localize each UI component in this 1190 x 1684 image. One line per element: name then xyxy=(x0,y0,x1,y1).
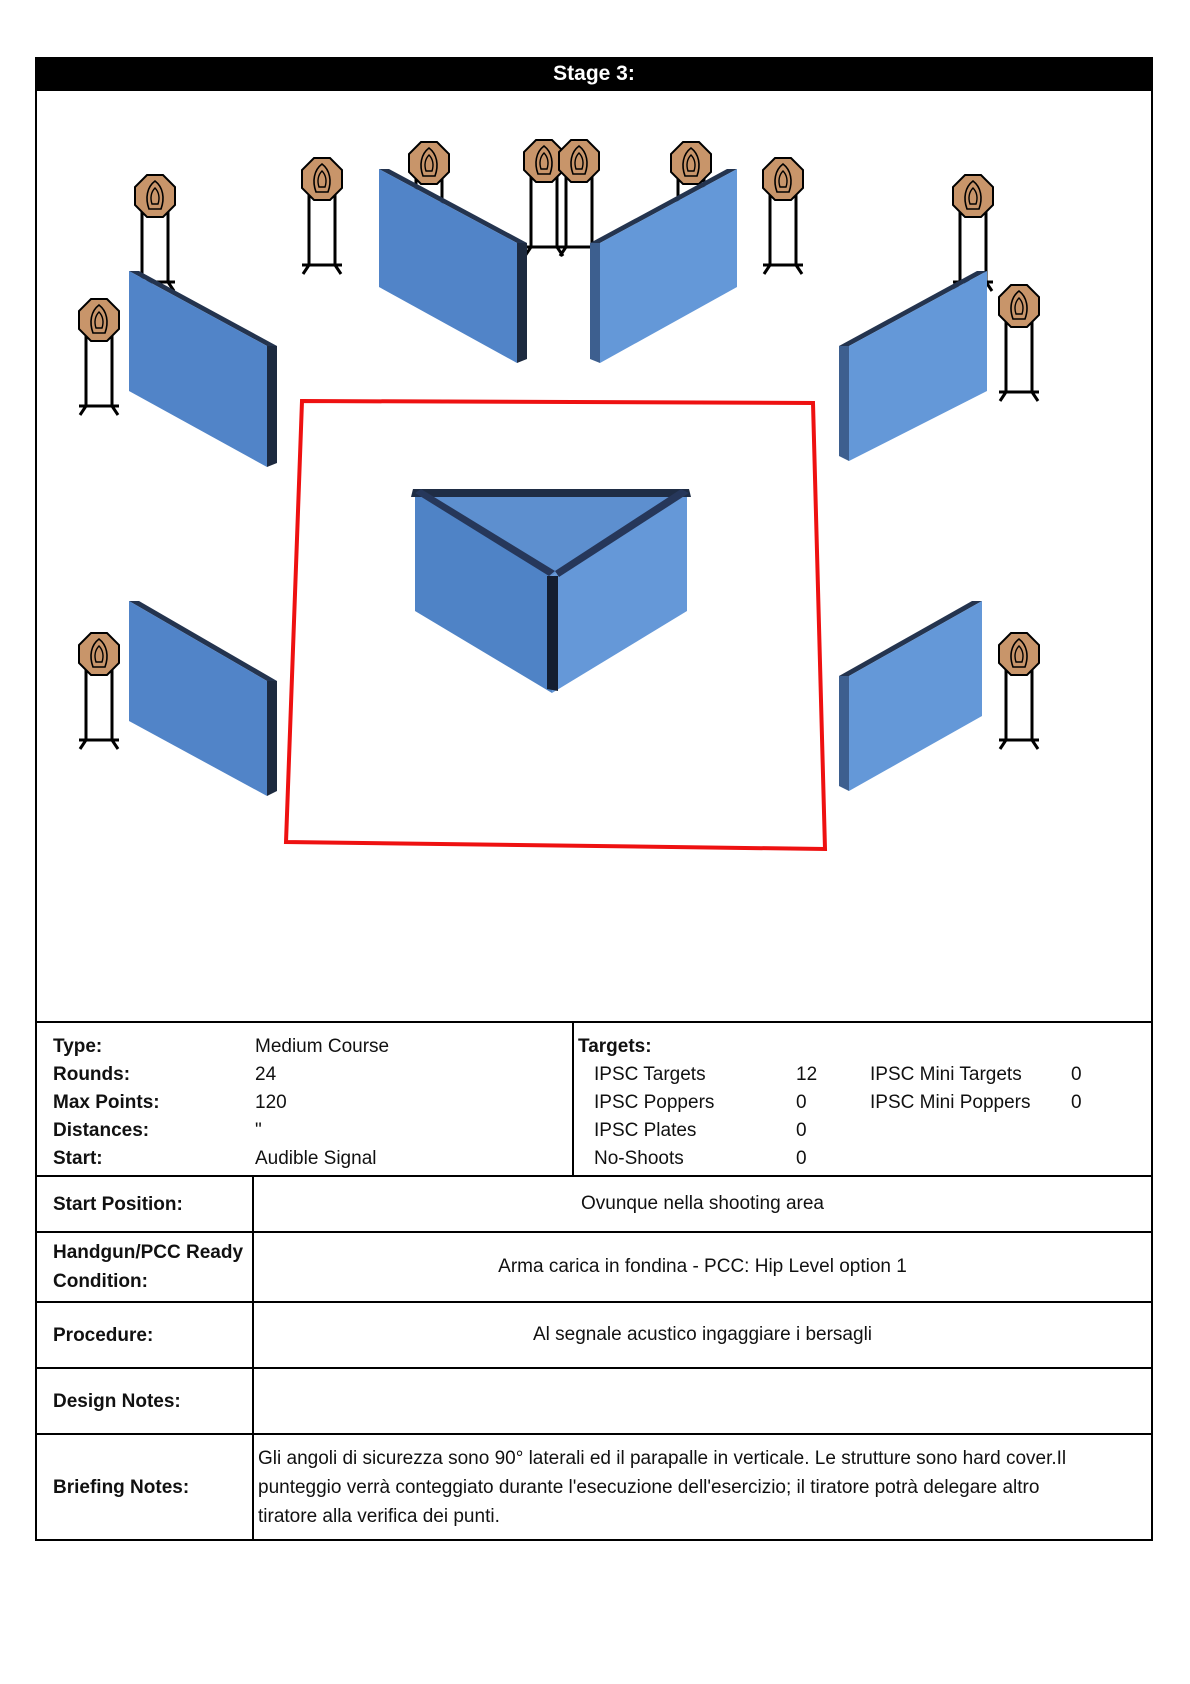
type-label: Type: xyxy=(53,1036,103,1057)
distances-value: " xyxy=(255,1120,262,1141)
ipsc-mini-targets-label: IPSC Mini Targets xyxy=(870,1064,1022,1085)
summary-left xyxy=(37,1023,574,1175)
ipsc-mini-poppers-value: 0 xyxy=(1071,1092,1082,1113)
briefing-notes-line-2: punteggio verrà conteggiato durante l'esecuzione dell'esercizio; il tiratore potrà delegare altro xyxy=(258,1476,1040,1498)
stage-diagram xyxy=(35,91,1153,1023)
design-notes-label: Design Notes: xyxy=(37,1369,254,1433)
stage-diagram-svg xyxy=(37,91,1151,1021)
target-back-7 xyxy=(763,158,803,274)
briefing-notes-row xyxy=(35,1435,1153,1541)
wall-upper-left xyxy=(129,271,277,467)
ipsc-poppers-value: 0 xyxy=(796,1092,807,1113)
briefing-notes-line-3: tiratore alla verifica dei punti. xyxy=(258,1505,500,1527)
summary-max-points-row xyxy=(53,1089,572,1117)
summary-right xyxy=(574,1023,1151,1175)
ipsc-mini-poppers-label: IPSC Mini Poppers xyxy=(870,1092,1031,1113)
targets-row-1 xyxy=(578,1061,1151,1089)
briefing-notes-label: Briefing Notes: xyxy=(37,1435,254,1539)
target-back-2 xyxy=(302,158,342,274)
summary-start-row xyxy=(53,1145,572,1173)
wall-lower-left xyxy=(129,601,277,796)
summary-distances-row xyxy=(53,1117,572,1145)
target-right-mid xyxy=(999,285,1039,401)
summary-rounds-row xyxy=(53,1061,572,1089)
rounds-value: 24 xyxy=(255,1064,277,1085)
ipsc-mini-targets-value: 0 xyxy=(1071,1064,1082,1085)
wall-center-triangle xyxy=(411,489,691,693)
wall-lower-right xyxy=(839,601,982,791)
procedure-row xyxy=(35,1303,1153,1369)
briefing-notes-line-1: Gli angoli di sicurezza sono 90° laterali ed il parapalle in verticale. Le strutture sono hard cover.Il xyxy=(258,1447,1067,1469)
targets-heading: Targets: xyxy=(578,1036,652,1057)
stage-title: Stage 3: xyxy=(35,57,1153,91)
no-shoots-label: No-Shoots xyxy=(594,1148,684,1169)
start-position-value: Ovunque nella shooting area xyxy=(581,1193,824,1214)
target-left-mid xyxy=(79,299,119,415)
targets-row-3 xyxy=(578,1117,1151,1145)
ready-condition-label-line-1: Handgun/PCC Ready xyxy=(53,1242,244,1263)
ready-condition-label-line-2: Condition: xyxy=(53,1271,148,1292)
ready-condition-row xyxy=(35,1233,1153,1303)
max-points-label: Max Points: xyxy=(53,1092,160,1113)
ipsc-targets-label: IPSC Targets xyxy=(594,1064,706,1085)
wall-back-left xyxy=(379,169,527,363)
stage-summary xyxy=(35,1023,1153,1177)
target-left-low xyxy=(79,633,119,749)
targets-row-2 xyxy=(578,1089,1151,1117)
distances-label: Distances: xyxy=(53,1120,150,1141)
briefing-notes-value xyxy=(254,1435,1151,1539)
start-position-row xyxy=(35,1177,1153,1233)
ipsc-plates-value: 0 xyxy=(796,1120,807,1141)
summary-type-row xyxy=(53,1033,572,1061)
target-back-5 xyxy=(559,140,599,256)
procedure-label: Procedure: xyxy=(37,1303,254,1367)
ready-condition-value: Arma carica in fondina - PCC: Hip Level option 1 xyxy=(498,1256,907,1277)
design-notes-row xyxy=(35,1369,1153,1435)
procedure-value: Al segnale acustico ingaggiare i bersagli xyxy=(532,1324,873,1345)
start-label: Start: xyxy=(53,1148,103,1169)
target-right-low xyxy=(999,633,1039,749)
targets-row-4 xyxy=(578,1145,1151,1173)
max-points-value: 120 xyxy=(255,1092,287,1113)
rounds-label: Rounds: xyxy=(53,1064,131,1085)
wall-back-right xyxy=(590,169,737,363)
wall-upper-right xyxy=(839,271,987,461)
ipsc-plates-label: IPSC Plates xyxy=(594,1120,697,1141)
design-notes-value xyxy=(254,1369,1151,1433)
type-value: Medium Course xyxy=(255,1036,390,1057)
no-shoots-value: 0 xyxy=(796,1148,807,1169)
start-value: Audible Signal xyxy=(255,1148,377,1169)
stage-sheet xyxy=(35,57,1153,1541)
ipsc-poppers-label: IPSC Poppers xyxy=(594,1092,715,1113)
ready-condition-label xyxy=(37,1233,254,1301)
ipsc-targets-value: 12 xyxy=(796,1064,818,1085)
start-position-label: Start Position: xyxy=(37,1177,254,1231)
